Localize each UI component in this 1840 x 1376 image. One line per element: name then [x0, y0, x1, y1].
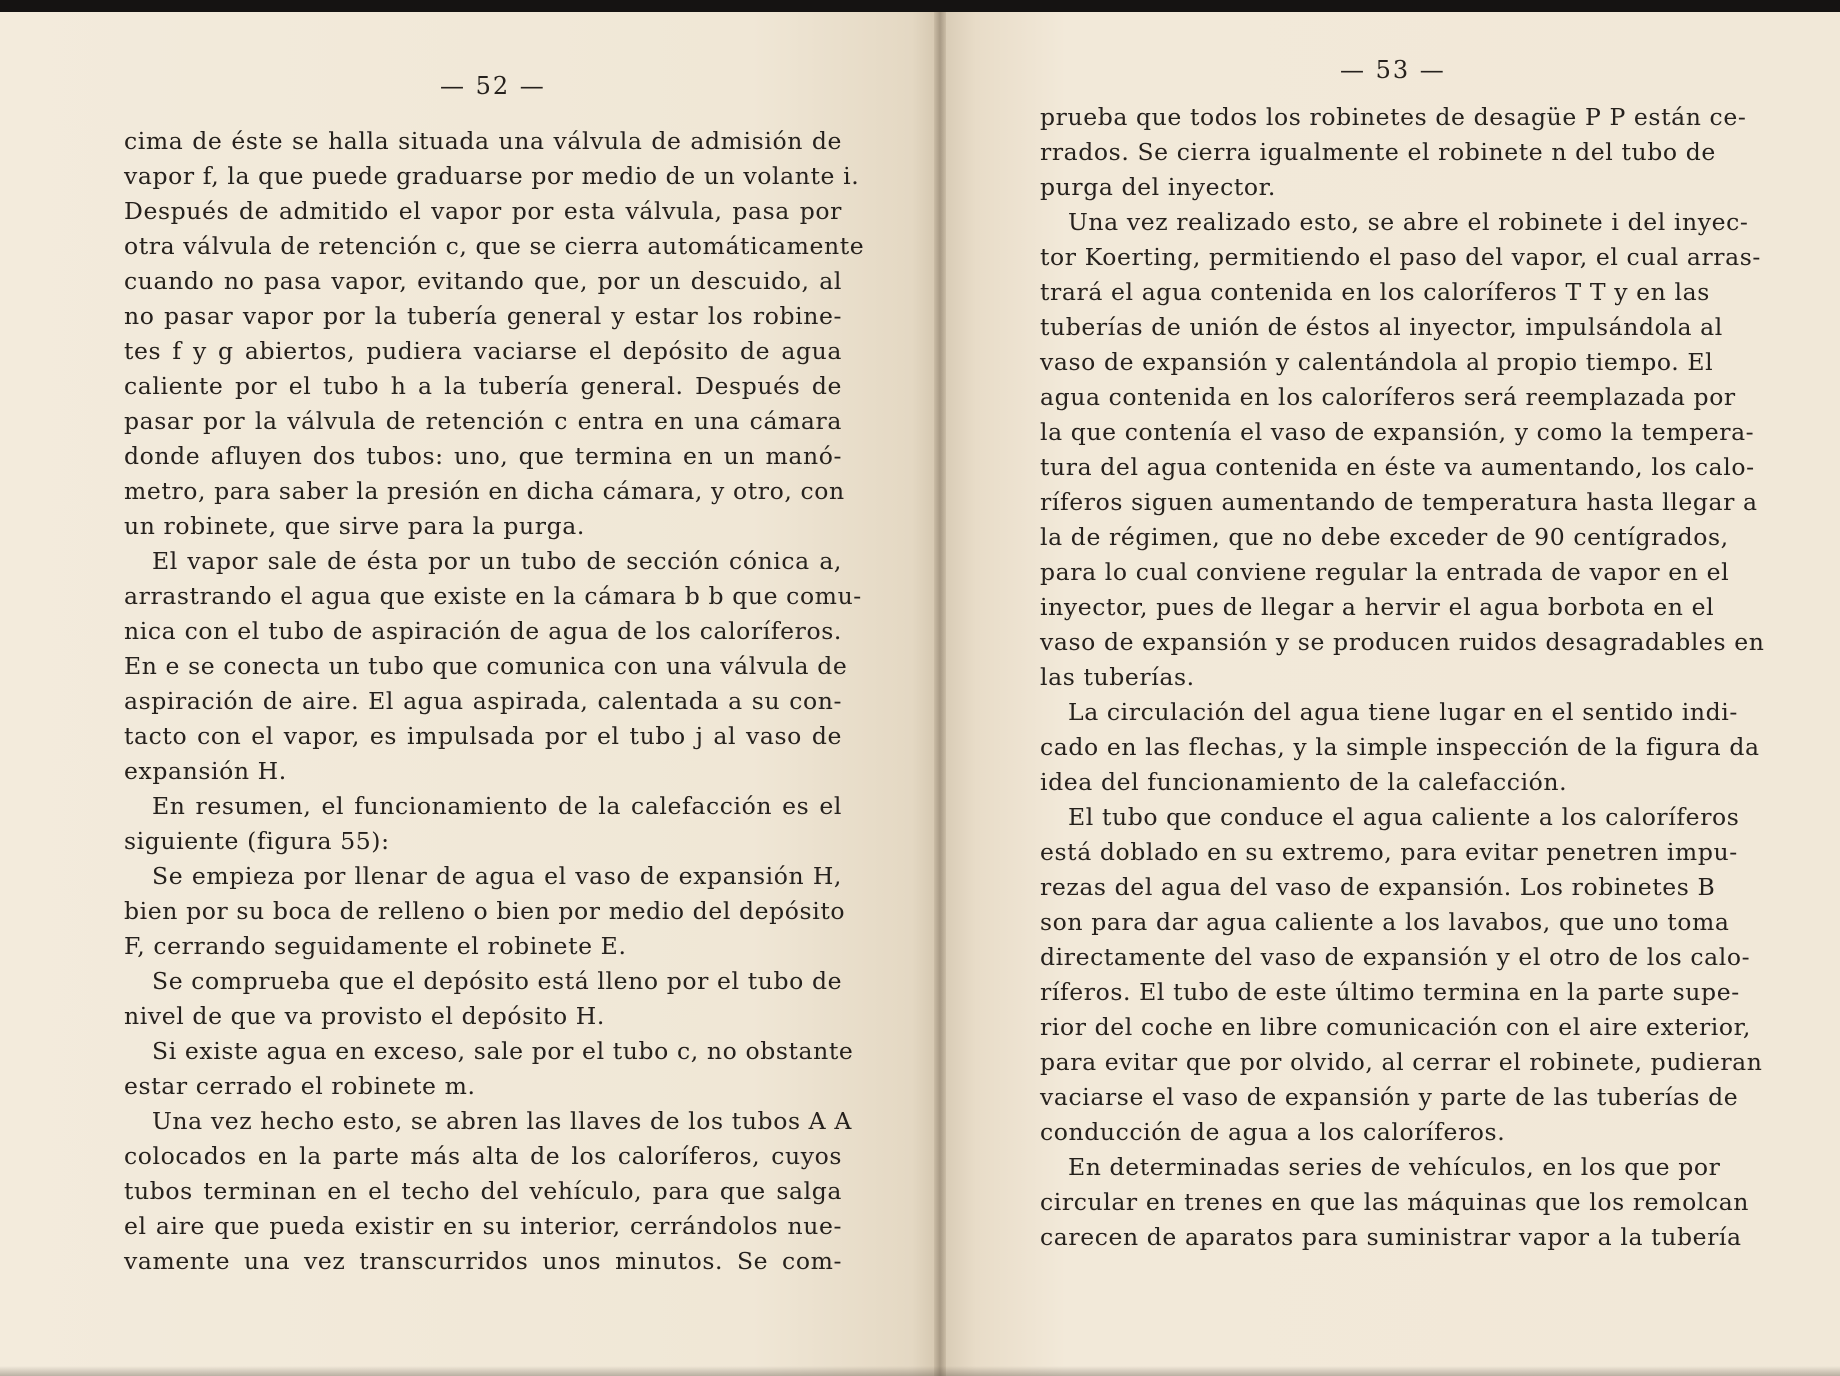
text-line: rrados. Se cierra igualmente el robinete n del tubo de: [1040, 138, 1716, 166]
text-line: agua contenida en los caloríferos será reemplazada por: [1040, 383, 1736, 411]
text-line: Se empieza por llenar de agua el vaso de expansión H,: [152, 862, 842, 890]
text-line: tor Koerting, permitiendo el paso del vapor, el cual arras-: [1040, 243, 1761, 271]
text-line: para evitar que por olvido, al cerrar el robinete, pudieran: [1040, 1048, 1763, 1076]
text-line: son para dar agua caliente a los lavabos, que uno toma: [1040, 908, 1730, 936]
text-line: tes f y g abiertos, pudiera vaciarse el depósito de agua: [124, 337, 842, 365]
text-line: Si existe agua en exceso, sale por el tubo c, no obstante: [152, 1037, 854, 1065]
text-line: circular en trenes en que las máquinas que los remolcan: [1040, 1188, 1750, 1216]
text-line: F, cerrando seguidamente el robinete E.: [124, 932, 627, 960]
text-line: caliente por el tubo h a la tubería general. Después de: [124, 372, 842, 400]
text-line: Se comprueba que el depósito está lleno por el tubo de: [152, 967, 843, 995]
text-line: prueba que todos los robinetes de desagüe P P están ce-: [1040, 103, 1747, 131]
text-line: expansión H.: [124, 757, 287, 785]
text-line: colocados en la parte más alta de los caloríferos, cuyos: [124, 1142, 842, 1170]
text-line: inyector, pues de llegar a hervir el agua borbota en el: [1040, 593, 1715, 621]
text-line: ríferos. El tubo de este último termina en la parte supe-: [1040, 978, 1740, 1006]
text-line: la que contenía el vaso de expansión, y como la tempera-: [1040, 418, 1755, 446]
text-line: la de régimen, que no debe exceder de 90 centígrados,: [1040, 523, 1729, 551]
book-gutter: [934, 12, 946, 1376]
text-line: En e se conecta un tubo que comunica con una válvula de: [124, 652, 848, 680]
text-line: el aire que pueda existir en su interior, cerrándolos nue-: [124, 1212, 842, 1240]
text-line: Una vez hecho esto, se abren las llaves de los tubos A A: [152, 1107, 852, 1135]
text-line: Después de admitido el vapor por esta válvula, pasa por: [124, 197, 842, 225]
text-line: no pasar vapor por la tubería general y estar los robine-: [124, 302, 842, 330]
text-line: tacto con el vapor, es impulsada por el tubo j al vaso de: [124, 722, 842, 750]
text-line: tura del agua contenida en éste va aumentando, los calo-: [1040, 453, 1755, 481]
text-line: está doblado en su extremo, para evitar penetren impu-: [1040, 838, 1738, 866]
text-line: vaso de expansión y se producen ruidos desagradables en: [1040, 628, 1765, 656]
text-line: vapor f, la que puede graduarse por medio de un volante i.: [124, 162, 860, 190]
text-line: cima de éste se halla situada una válvula de admisión de: [124, 127, 842, 155]
text-line: En resumen, el funcionamiento de la calefacción es el: [152, 792, 842, 820]
page-number-right-text: — 53 —: [1340, 56, 1446, 84]
text-line: rior del coche en libre comunicación con el aire exterior,: [1040, 1013, 1751, 1041]
text-line: vaciarse el vaso de expansión y parte de las tuberías de: [1040, 1083, 1739, 1111]
text-line: las tuberías.: [1040, 663, 1195, 691]
text-line: donde afluyen dos tubos: uno, que termina en un manó-: [124, 442, 842, 470]
right-page: [940, 12, 1840, 1376]
text-line: pasar por la válvula de retención c entra en una cámara: [124, 407, 842, 435]
text-line: idea del funcionamiento de la calefacción.: [1040, 768, 1568, 796]
left-page-body: [124, 124, 865, 1279]
text-line: cado en las flechas, y la simple inspección de la figura da: [1040, 733, 1760, 761]
page-number-left-text: — 52 —: [440, 72, 546, 100]
text-line: vamente una vez transcurridos unos minutos. Se com-: [124, 1247, 842, 1275]
text-line: El vapor sale de ésta por un tubo de sección cónica a,: [152, 547, 842, 575]
right-page-body: [1040, 100, 1765, 1255]
text-line: arrastrando el agua que existe en la cámara b b que comu-: [124, 582, 862, 610]
scan-bottom-edge: [0, 1366, 1840, 1376]
text-line: ríferos siguen aumentando de temperatura hasta llegar a: [1040, 488, 1758, 516]
text-line: tuberías de unión de éstos al inyector, impulsándola al: [1040, 313, 1723, 341]
text-line: directamente del vaso de expansión y el otro de los calo-: [1040, 943, 1751, 971]
text-line: para lo cual conviene regular la entrada de vapor en el: [1040, 558, 1730, 586]
text-line: La circulación del agua tiene lugar en el sentido indi-: [1068, 698, 1738, 726]
text-line: un robinete, que sirve para la purga.: [124, 512, 585, 540]
text-line: tubos terminan en el techo del vehículo, para que salga: [124, 1177, 842, 1205]
text-line: conducción de agua a los caloríferos.: [1040, 1118, 1506, 1146]
text-line: nivel de que va provisto el depósito H.: [124, 1002, 605, 1030]
text-line: estar cerrado el robinete m.: [124, 1072, 476, 1100]
text-line: purga del inyector.: [1040, 173, 1276, 201]
text-line: otra válvula de retención c, que se cierra automáticamente: [124, 232, 865, 260]
text-line: vaso de expansión y calentándola al propio tiempo. El: [1040, 348, 1714, 376]
text-line: siguiente (figura 55):: [124, 827, 390, 855]
text-line: cuando no pasa vapor, evitando que, por un descuido, al: [124, 267, 842, 295]
text-line: aspiración de aire. El agua aspirada, calentada a su con-: [124, 687, 842, 715]
text-line: carecen de aparatos para suministrar vapor a la tubería: [1040, 1223, 1742, 1251]
text-line: Una vez realizado esto, se abre el robinete i del inyec-: [1068, 208, 1749, 236]
text-line: rezas del agua del vaso de expansión. Los robinetes B: [1040, 873, 1716, 901]
text-line: En determinadas series de vehículos, en los que por: [1068, 1153, 1721, 1181]
left-page: [0, 12, 940, 1376]
text-line: nica con el tubo de aspiración de agua de los caloríferos.: [124, 617, 842, 645]
text-line: bien por su boca de relleno o bien por medio del depósito: [124, 897, 846, 925]
text-line: metro, para saber la presión en dicha cámara, y otro, con: [124, 477, 845, 505]
text-line: El tubo que conduce el agua caliente a los caloríferos: [1068, 803, 1740, 831]
text-line: trará el agua contenida en los caloríferos T T y en las: [1040, 278, 1710, 306]
